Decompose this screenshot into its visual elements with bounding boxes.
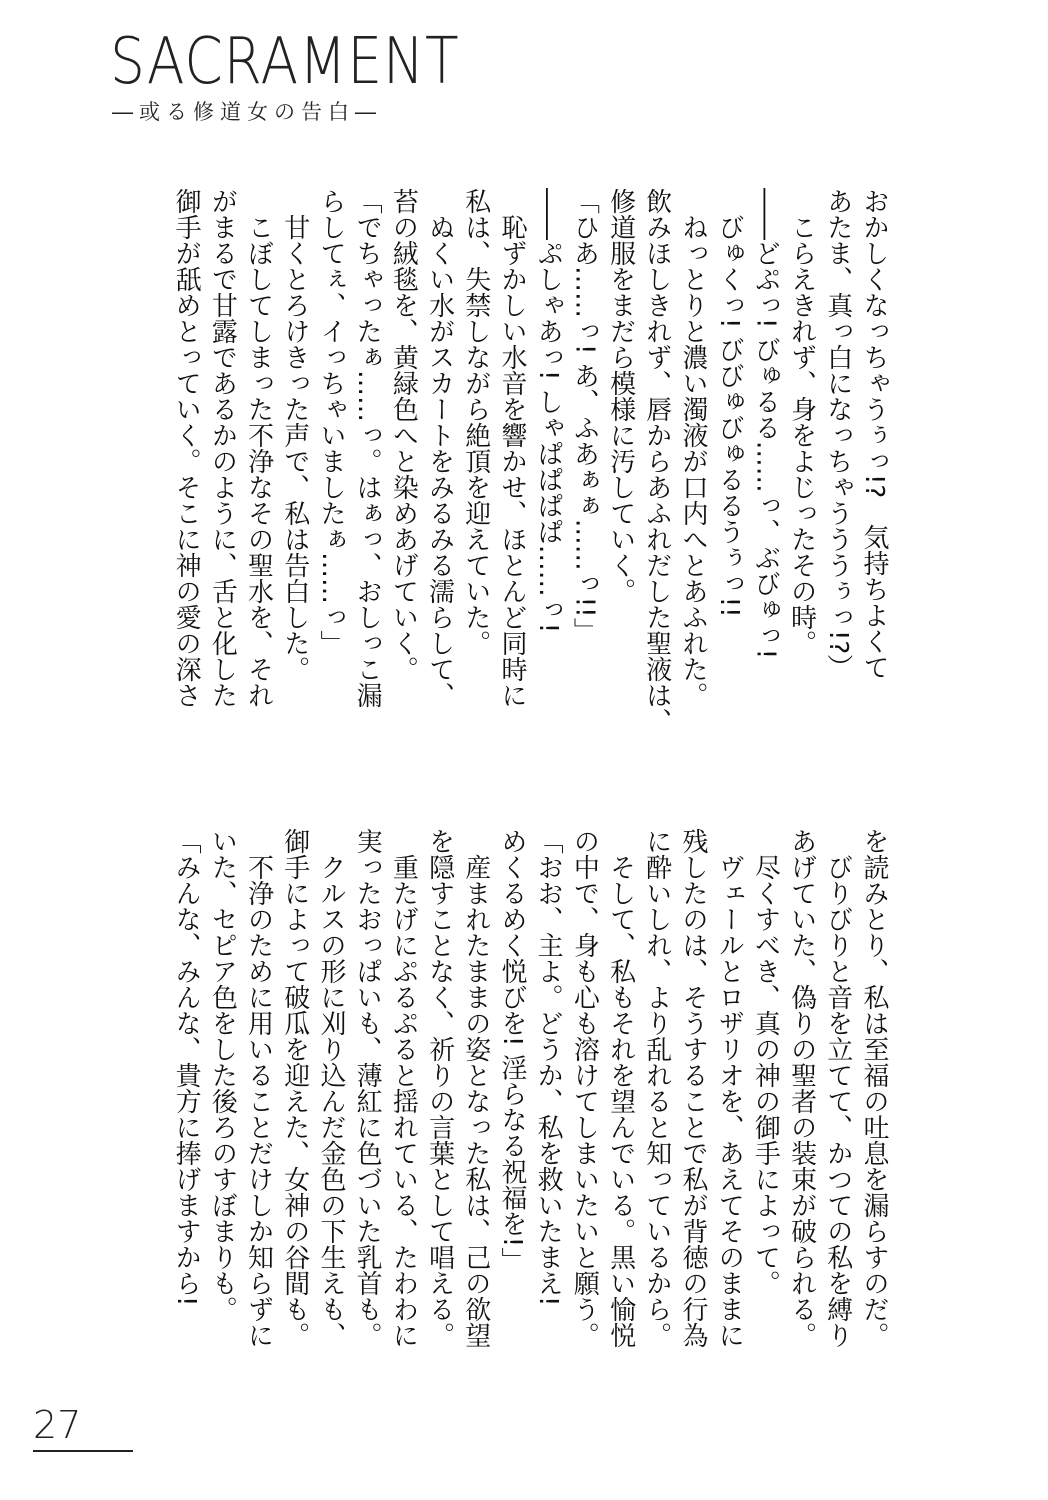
text-line: 重たげにぷるぷると揺れている、たわわに xyxy=(388,828,419,1348)
page-subtitle: ―或る修道女の告白― xyxy=(112,100,382,124)
text-line: めくるめく悦びを! 淫らなる祝福を!」 xyxy=(496,828,527,1274)
text-line: に酔いしれ、より乱れると知っているから。 xyxy=(641,828,672,1348)
page-number-underline xyxy=(33,1450,133,1452)
text-line: あたま、真っ白になっちゃうううぅっ!?） xyxy=(822,188,853,681)
text-line: 産まれたままの姿となった私は、己の欲望 xyxy=(460,828,491,1348)
text-line: 恥ずかしい水音を響かせ、ほとんど同時に xyxy=(496,188,527,708)
text-line: 尽くすべき、真の神の御手によって。 xyxy=(750,828,781,1296)
text-line: 不浄のために用いることだけしか知らずに xyxy=(243,828,274,1348)
text-block-bottom xyxy=(168,828,892,1388)
text-line: を隠すことなく、祈りの言葉として唱える。 xyxy=(424,828,455,1348)
text-line: 飲みほしきれず、唇からあふれだした聖液は、 xyxy=(641,188,672,734)
text-line: の中で、身も心も溶けてしまいたいと願う。 xyxy=(569,828,600,1348)
text-line: 残したのは、そうすることで私が背徳の行為 xyxy=(677,828,708,1348)
text-line: ぬくい水がスカートをみるみる濡らして、 xyxy=(424,188,455,708)
text-line: ヴェールとロザリオを、あえてそのままに xyxy=(714,828,745,1348)
text-line: あげていた、偽りの聖者の装束が破られる。 xyxy=(786,828,817,1348)
text-line: そして、私もそれを望んでいる。黒い愉悦 xyxy=(605,828,636,1348)
text-line: 実ったおっぱいも、薄紅に色づいた乳首も。 xyxy=(352,828,383,1348)
text-line: びりびりと音を立てて、かつての私を縛り xyxy=(822,828,853,1348)
text-line: ねっとりと濃い濁液が口内へとあふれた。 xyxy=(677,188,708,708)
text-line: がまるで甘露であるかのように、舌と化した xyxy=(207,188,238,708)
page-title: SACRAMENT xyxy=(110,25,460,99)
text-block-top xyxy=(168,188,892,748)
text-line: 「おお、主よ。どうか、私を救いたまえ! xyxy=(533,828,564,1307)
text-line: 「みんな、みんな、貴方に捧げますから! xyxy=(171,828,202,1307)
text-line: 御手によって破瓜を迎えた、女神の谷間も。 xyxy=(279,828,310,1348)
text-line: こぼしてしまった不浄なその聖水を、それ xyxy=(243,188,274,708)
page-number: 27 xyxy=(33,1403,82,1447)
text-line: 「ひあ……っ! あ、ふあぁぁ……っ!!」 xyxy=(569,188,600,644)
text-line: 甘くとろけきった声で、私は告白した。 xyxy=(279,188,310,682)
text-line: 御手が舐めとっていく。そこに神の愛の深さ xyxy=(171,188,202,708)
text-line: 修道服をまだら模様に汚していく。 xyxy=(605,188,636,604)
text-line: 苔の絨毯を、黄緑色へと染めあげていく。 xyxy=(388,188,419,682)
text-line: こらえきれず、身をよじったその時。 xyxy=(786,188,817,656)
text-line: クルスの形に刈り込んだ金色の下生えも、 xyxy=(315,828,346,1348)
text-line: を読みとり、私は至福の吐息を漏らすのだ。 xyxy=(859,828,889,1348)
text-line: 私は、失禁しながら絶頂を迎えていた。 xyxy=(460,188,491,656)
text-line: ――どぷっ! びゅるる……っ、ぶびゅっ! xyxy=(750,188,781,660)
text-line: らしてぇ、イっちゃいましたぁ……っ」 xyxy=(315,188,346,656)
text-line: 「でちゃったぁ……っ。はぁっ、おしっこ漏 xyxy=(352,188,383,708)
text-line: いた、セピア色をした後ろのすぼまりも。 xyxy=(207,828,238,1322)
text-line: おかしくなっちゃうぅっ!? 気持ちよくて xyxy=(859,188,889,681)
text-line: ――ぷしゃあっ! しゃぱぱぱぱ……っ! xyxy=(533,188,564,634)
text-line: びゅくっ! びびゅびゅるるうぅっ!! xyxy=(714,188,745,618)
